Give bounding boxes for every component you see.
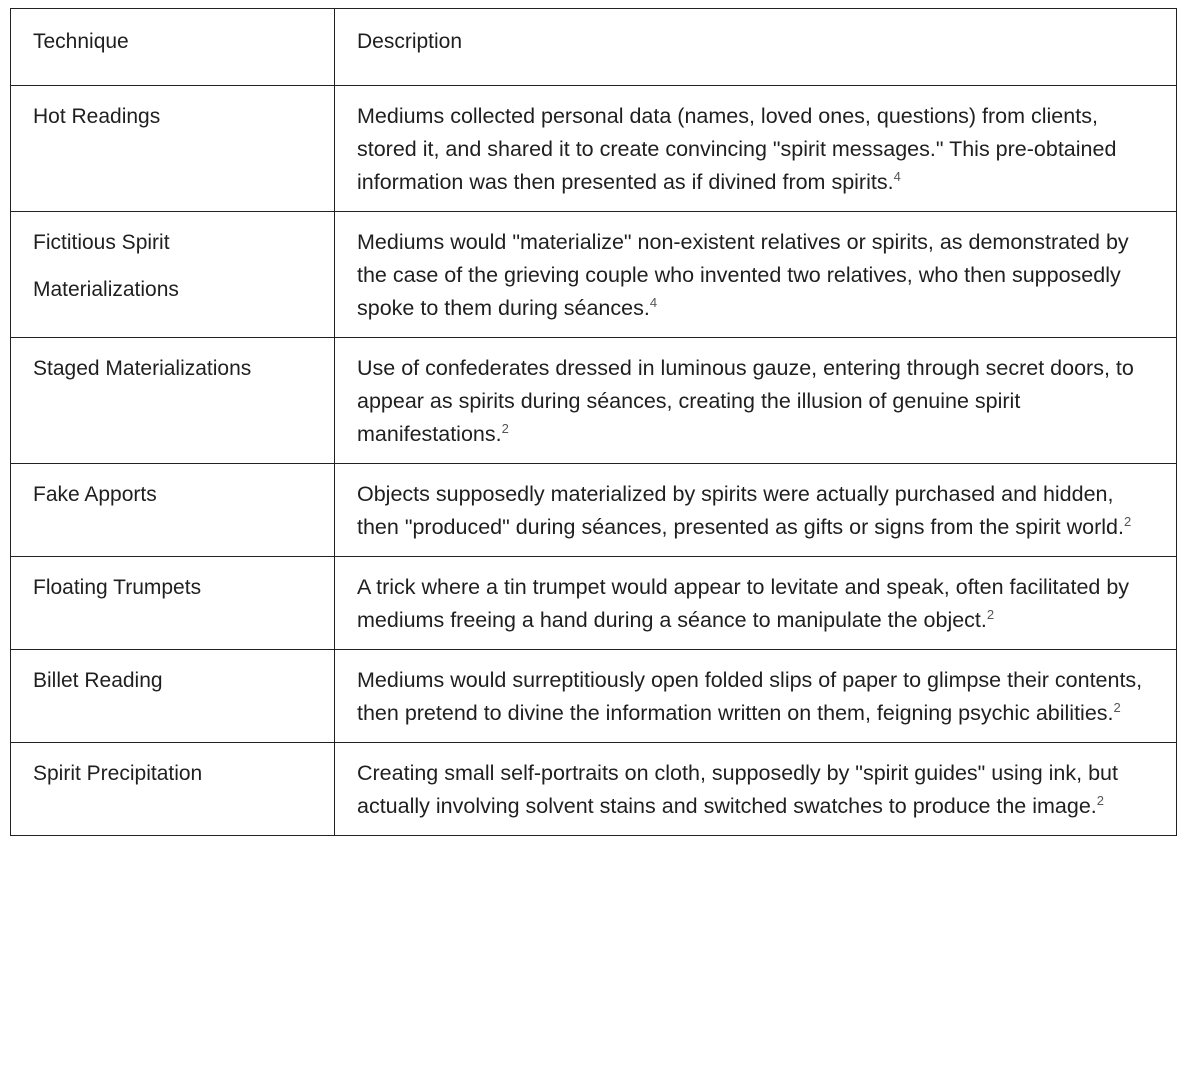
table-row: [11, 464, 1177, 557]
technique-cell: Staged Materializations: [11, 338, 335, 464]
description-text: Objects supposedly materialized by spirits were actually purchased and hidden, then "produced" during séances, presented as gifts or signs from the spirit world.: [357, 482, 1124, 539]
citation-marker[interactable]: 2: [986, 606, 995, 622]
table-row: [11, 557, 1177, 650]
technique-cell: Fake Apports: [11, 464, 335, 557]
technique-cell: Hot Readings: [11, 86, 335, 212]
description-cell: [335, 743, 1177, 836]
description-text: A trick where a tin trumpet would appear to levitate and speak, often facilitated by mediums freeing a hand during a séance to manipulate the object.: [357, 575, 1130, 632]
table-row: [11, 338, 1177, 464]
citation-marker[interactable]: 4: [893, 168, 901, 184]
description-cell: [335, 557, 1177, 650]
table-row: [11, 212, 1177, 338]
citation-marker[interactable]: 2: [501, 420, 509, 436]
technique-cell: Floating Trumpets: [11, 557, 335, 650]
description-cell: [335, 464, 1177, 557]
table-row: [11, 86, 1177, 212]
description-text: Creating small self-portraits on cloth, supposedly by "spirit guides" using ink, but actually involving solvent stains and switched swatches to produce the image.: [357, 761, 1118, 818]
header-description: Description: [335, 9, 1177, 86]
citation-marker[interactable]: 2: [1113, 699, 1121, 715]
description-text: Use of confederates dressed in luminous gauze, entering through secret doors, to appear as spirits during séances, creating the illusion of genuine spirit manifestations.: [357, 356, 1134, 446]
description-cell: [335, 212, 1177, 338]
table-header-row: [11, 9, 1177, 86]
description-cell: [335, 338, 1177, 464]
description-text: Mediums would surreptitiously open folded slips of paper to glimpse their contents, then pretend to divine the information written on them, feigning psychic abilities.: [357, 668, 1143, 725]
description-text: Mediums would "materialize" non-existent relatives or spirits, as demonstrated by the case of the grieving couple who invented two relatives, who then supposedly spoke to them during séances.: [357, 230, 1129, 320]
description-cell: [335, 86, 1177, 212]
header-technique: Technique: [11, 9, 335, 86]
description-cell: [335, 650, 1177, 743]
technique-cell: Spirit Precipitation: [11, 743, 335, 836]
table-row: [11, 650, 1177, 743]
citation-marker[interactable]: 4: [649, 294, 658, 310]
table-row: [11, 743, 1177, 836]
technique-cell: Billet Reading: [11, 650, 335, 743]
description-text: Mediums collected personal data (names, loved ones, questions) from clients, stored it, and shared it to create convincing "spirit messages." This pre-obtained information was then presented as if divined from spirits.: [357, 104, 1117, 194]
technique-cell: Fictitious Spirit Materializations: [11, 212, 335, 338]
citation-marker[interactable]: 2: [1123, 513, 1132, 529]
techniques-table: [10, 8, 1177, 836]
citation-marker[interactable]: 2: [1096, 792, 1105, 808]
